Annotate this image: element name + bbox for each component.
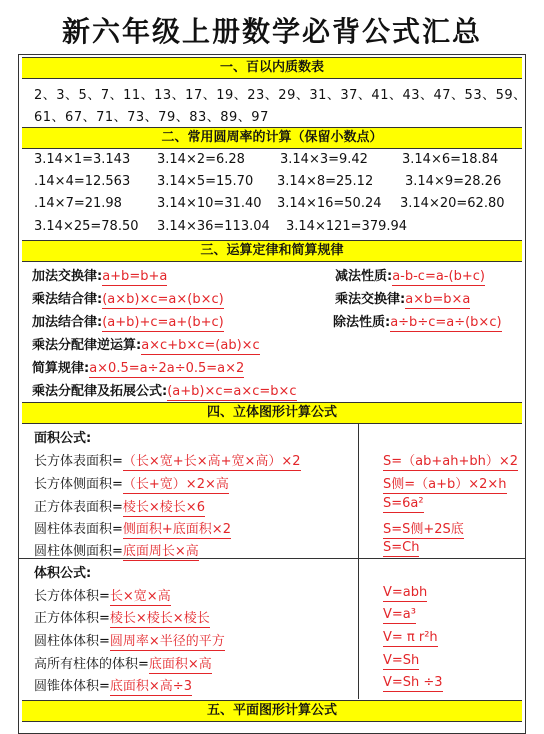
volume-formula: 棱长×棱长×棱长: [109, 611, 210, 626]
section-header-laws: 三、运算定律和简算规律: [22, 240, 522, 262]
pi-cell: 3.14×10=31.40: [157, 196, 262, 211]
law-formula: a×c+b×c=(ab)×c: [141, 338, 260, 353]
law-item: [333, 311, 502, 330]
pi-cell: 3.14×20=62.80: [400, 196, 505, 211]
pi-cell: 3.14×121=379.94: [286, 219, 408, 234]
area-item: [34, 450, 301, 469]
section-header-solids: 四、立体图形计算公式: [22, 402, 522, 424]
law-item: [335, 265, 485, 284]
law-item: [32, 265, 167, 284]
law-item: [32, 334, 260, 353]
volume-title: 体积公式:: [34, 566, 92, 581]
volume-label: 圆柱体体积=: [34, 634, 110, 649]
law-item: [335, 288, 470, 307]
pi-cell: 3.14×16=50.24: [277, 196, 382, 211]
area-formula: 棱长×棱长×6: [122, 500, 205, 515]
volume-formula: 底面积×高÷3: [109, 679, 192, 694]
area-formula: （长+宽）×2×高: [122, 477, 229, 492]
law-label: 减法性质:: [335, 269, 393, 284]
law-label: 乘法分配律及拓展公式:: [32, 384, 168, 399]
area-label: 长方体侧面积=: [34, 477, 123, 492]
area-item: [34, 518, 231, 537]
law-label: 简算规律:: [32, 361, 90, 376]
law-formula: (a+b)×c=a×c=b×c: [167, 384, 297, 399]
volume-item: [34, 585, 171, 604]
volume-item: [34, 630, 225, 649]
law-formula: (a×b)×c=a×(b×c): [102, 292, 224, 307]
law-label: 乘法结合律:: [32, 292, 103, 307]
volume-symbol: V=Sh ÷3: [383, 675, 443, 690]
area-formula: 底面周长×高: [122, 544, 199, 559]
area-title: 面积公式:: [34, 431, 92, 446]
section-header-pi: 二、常用圆周率的计算（保留小数点）: [22, 127, 522, 149]
volume-symbol: V=abh: [383, 585, 428, 600]
area-symbol: S=（ab+ah+bh）×2: [383, 454, 519, 469]
area-label: 圆柱体表面积=: [34, 522, 123, 537]
area-label: 圆柱体侧面积=: [34, 544, 123, 559]
law-label: 乘法分配律逆运算:: [32, 338, 142, 353]
law-formula: a×b=b×a: [405, 292, 471, 307]
law-item: [32, 357, 244, 376]
law-formula: a×0.5=a÷2a÷0.5=a×2: [89, 361, 245, 376]
area-formula: （长×宽+长×高+宽×高）×2: [122, 454, 301, 469]
area-symbol: S=6a²: [383, 496, 424, 511]
column-divider: [358, 423, 359, 699]
law-item: [32, 380, 297, 399]
volume-label: 正方体体积=: [34, 611, 110, 626]
area-label: 正方体表面积=: [34, 500, 123, 515]
pi-cell: .14×7=21.98: [34, 196, 122, 211]
law-formula: a+b=b+a: [102, 269, 168, 284]
law-label: 加法结合律:: [32, 315, 103, 330]
area-item: [34, 496, 205, 515]
law-formula: (a+b)+c=a+(b+c): [102, 315, 224, 330]
law-formula: a-b-c=a-(b+c): [392, 269, 485, 284]
pi-cell: 3.14×25=78.50: [34, 219, 139, 234]
volume-formula: 底面积×高: [148, 657, 212, 672]
volume-formula: 圆周率×半径的平方: [109, 634, 225, 649]
area-item: [34, 473, 229, 492]
volume-symbol: V=Sh: [383, 653, 420, 668]
law-label: 除法性质:: [333, 315, 391, 330]
volume-formula: 长×宽×高: [109, 589, 171, 604]
primes-line-1: 2、3、5、7、11、13、17、19、23、29、31、37、41、43、47、53、59、: [34, 88, 527, 103]
volume-symbol: V=a³: [383, 607, 416, 622]
volume-item: [34, 675, 192, 694]
pi-cell: 3.14×9=28.26: [405, 174, 502, 189]
area-label: 长方体表面积=: [34, 454, 123, 469]
area-symbol: S侧=（a+b）×2×h: [383, 477, 507, 492]
pi-cell: 3.14×36=113.04: [157, 219, 270, 234]
pi-cell: 3.14×1=3.143: [34, 152, 131, 167]
volume-label: 长方体体积=: [34, 589, 110, 604]
area-item: [34, 540, 199, 559]
area-symbol: S=S侧+2S底: [383, 522, 464, 537]
section-header-plane: 五、平面图形计算公式: [22, 700, 522, 722]
volume-item: [34, 653, 212, 672]
law-item: [32, 288, 224, 307]
section-header-primes: 一、百以内质数表: [22, 57, 522, 79]
pi-cell: 3.14×3=9.42: [280, 152, 368, 167]
volume-label: 高所有柱体的体积=: [34, 657, 149, 672]
law-label: 加法交换律:: [32, 269, 103, 284]
volume-item: [34, 607, 210, 626]
law-label: 乘法交换律:: [335, 292, 406, 307]
page-title: 新六年级上册数学必背公式汇总: [61, 15, 482, 48]
area-formula: 侧面积+底面积×2: [122, 522, 231, 537]
volume-symbol: V= π r²h: [383, 630, 438, 645]
primes-line-2: 61、67、71、73、79、83、89、97: [34, 110, 269, 125]
law-formula: a÷b÷c=a÷(b×c): [390, 315, 502, 330]
pi-cell: 3.14×8=25.12: [277, 174, 374, 189]
law-item: [32, 311, 224, 330]
pi-cell: 3.14×5=15.70: [157, 174, 254, 189]
pi-cell: 3.14×6=18.84: [402, 152, 499, 167]
volume-label: 圆锥体体积=: [34, 679, 110, 694]
pi-cell: 3.14×2=6.28: [157, 152, 245, 167]
pi-cell: .14×4=12.563: [34, 174, 131, 189]
area-symbol: S=Ch: [383, 540, 420, 555]
